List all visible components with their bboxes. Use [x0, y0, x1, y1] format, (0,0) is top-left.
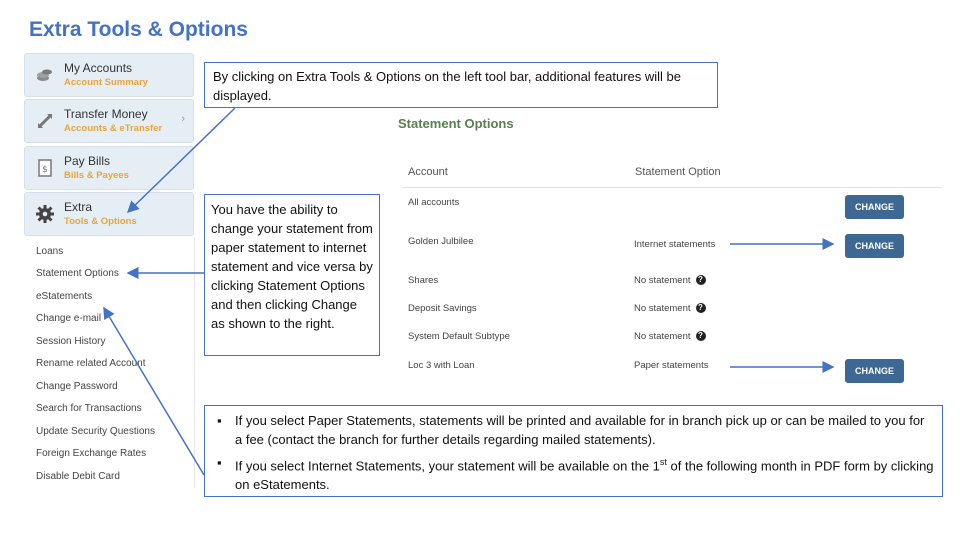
callout-middle	[204, 194, 380, 356]
submenu-item-search-transactions[interactable]: Search for Transactions	[36, 403, 142, 414]
account-name: Golden Julbilee	[408, 236, 474, 247]
column-header-statement-option: Statement Option	[635, 166, 721, 178]
account-name: Shares	[408, 275, 439, 286]
svg-text:$: $	[42, 165, 48, 175]
statement-option: No statement ?	[634, 275, 706, 286]
nav-subtitle: Tools & Options	[64, 216, 137, 227]
account-name: System Default Subtype	[408, 331, 510, 342]
account-name: Deposit Savings	[408, 303, 477, 314]
statement-option: No statement ?	[634, 331, 706, 342]
account-name: Loc 3 with Loan	[408, 360, 475, 371]
submenu-item-security-questions[interactable]: Update Security Questions	[36, 426, 155, 437]
callout-top	[204, 62, 718, 108]
slide-title: Extra Tools & Options	[29, 18, 248, 41]
arrow-to-estatements	[104, 308, 204, 475]
statement-option: Internet statements	[634, 239, 716, 250]
chevron-right-icon: ›	[181, 113, 185, 125]
submenu-item-session-history[interactable]: Session History	[36, 336, 106, 347]
column-header-account: Account	[408, 166, 448, 178]
help-icon[interactable]: ?	[696, 275, 706, 285]
help-icon[interactable]: ?	[696, 303, 706, 313]
help-icon[interactable]: ?	[696, 331, 706, 341]
statement-option: Paper statements	[634, 360, 709, 371]
nav-title: Transfer Money	[64, 107, 148, 121]
callout-bottom	[204, 405, 943, 497]
submenu-item-disable-debit-card[interactable]: Disable Debit Card	[36, 471, 120, 482]
submenu-item-change-email[interactable]: Change e-mail	[36, 313, 102, 324]
submenu-item-exchange-rates[interactable]: Foreign Exchange Rates	[36, 448, 147, 459]
submenu-item-statement-options[interactable]: Statement Options	[36, 268, 119, 279]
bullet-internet-statements: ▪ If you select Internet Statements, your statement will be available on the 1st of the following month in PDF form by clicking on eStatements.	[235, 453, 934, 494]
statement-options-title: Statement Options	[398, 116, 514, 131]
statement-option: No statement ?	[634, 303, 706, 314]
bullet-paper-statements: ▪ If you select Paper Statements, statements will be printed and available for in branch pick up or can be mailed to you for a fee (contact the branch for further details regarding mailed statements).	[235, 411, 934, 449]
callout-middle-text: You have the ability to change your statement from paper statement to internet statement and vice versa by clicking Statement Options and then clicking Change as shown to the right.	[211, 202, 373, 331]
change-button-loc3[interactable]: CHANGE	[845, 359, 904, 383]
nav-title: My Accounts	[64, 61, 133, 75]
nav-subtitle: Account Summary	[64, 77, 148, 88]
nav-subtitle: Accounts & eTransfer	[64, 123, 163, 134]
nav-subtitle: Bills & Payees	[64, 170, 129, 181]
submenu-item-estatements[interactable]: eStatements	[36, 291, 93, 302]
submenu-item-rename-account[interactable]: Rename related Account	[36, 358, 146, 369]
callout-top-text: By clicking on Extra Tools & Options on the left tool bar, additional features will be displayed.	[213, 69, 682, 103]
change-button-all-accounts[interactable]: CHANGE	[845, 195, 904, 219]
nav-title: Pay Bills	[64, 154, 111, 168]
account-name: All accounts	[408, 197, 460, 208]
submenu-item-change-password[interactable]: Change Password	[36, 381, 118, 392]
submenu-item-loans[interactable]: Loans	[36, 246, 64, 257]
nav-title: Extra	[64, 200, 93, 214]
change-button-golden-julbilee[interactable]: CHANGE	[845, 234, 904, 258]
